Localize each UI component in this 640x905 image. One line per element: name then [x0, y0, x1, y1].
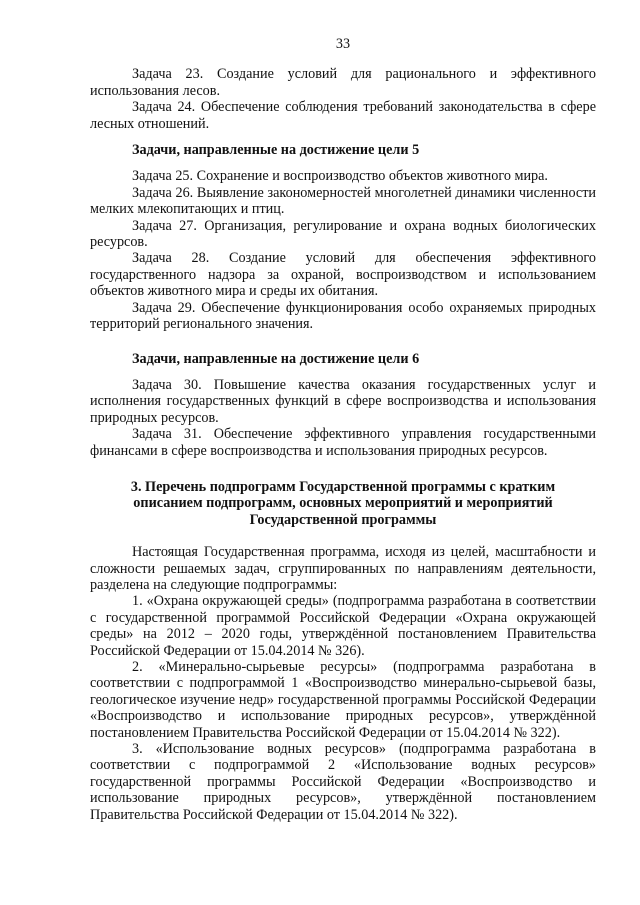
task-31: Задача 31. Обеспечение эффективного управления государственными финансами в сфере воспроизводства и использования природных ресурсов.	[90, 426, 596, 459]
task-27: Задача 27. Организация, регулирование и охрана водных биологических ресурсов.	[90, 217, 596, 251]
subprogram-2: 2. «Минерально-сырьевые ресурсы» (подпрограмма разработана в соответствии с подпрограммой 1 «Воспроизводство минерально-сырьевой базы, геологическое изучение недр» государственной программы Российской Федерации «Воспроизводство и использование природных ресурсов», утверждённой постановлением Правительства Российской Федерации от 15.04.2014 № 322).	[90, 659, 596, 741]
subprogram-3: 3. «Использование водных ресурсов» (подпрограмма разработана в соответствии с подпрограммой 2 «Использование водных ресурсов» государственной программы Российской Федерации «Воспроизводство и использование природных ресурсов», утверждённой постановлением Правительства Российской Федерации от 15.04.2014 № 322).	[90, 741, 596, 823]
task-29: Задача 29. Обеспечение функционирования особо охраняемых природных территорий регионального значения.	[90, 299, 596, 333]
section-3-intro: Настоящая Государственная программа, исходя из целей, масштабности и сложности решаемых задач, сгруппированных по направлениям деятельности, разделена на следующие подпрограммы:	[90, 544, 596, 593]
section-3-heading	[90, 479, 596, 528]
task-28: Задача 28. Создание условий для обеспечения эффективного государственного надзора за охраной, воспроизводством и использованием объектов животного мира и среды их обитания.	[90, 250, 596, 300]
section-3-heading-line-2: описанием подпрограмм, основных мероприятий и мероприятий	[133, 495, 553, 512]
task-23: Задача 23. Создание условий для рационального и эффективного использования лесов.	[90, 66, 596, 99]
task-24: Задача 24. Обеспечение соблюдения требований законодательства в сфере лесных отношений.	[90, 99, 596, 132]
section-3-heading-line-3: Государственной программы	[249, 511, 437, 528]
task-30: Задача 30. Повышение качества оказания государственных услуг и исполнения государственных функций в сфере воспроизводства и использования природных ресурсов.	[90, 376, 596, 426]
page-number: 33	[335, 36, 351, 52]
subprogram-1: 1. «Охрана окружающей среды» (подпрограмма разработана в соответствии с государственной программой Российской Федерации «Охрана окружающей среды» на 2012 – 2020 годы, утверждённой постановлением Правительства Российской Федерации от 15.04.2014 № 326).	[90, 593, 596, 659]
task-25: Задача 25. Сохранение и воспроизводство объектов животного мира.	[132, 168, 548, 185]
task-26: Задача 26. Выявление закономерностей многолетней динамики численности мелких млекопитающих и птиц.	[90, 184, 596, 218]
goal-5-heading: Задачи, направленные на достижение цели 5	[132, 142, 420, 159]
goal-6-heading: Задачи, направленные на достижение цели 6	[132, 350, 420, 367]
section-3-heading-line-1: 3. Перечень подпрограмм Государственной программы с кратким	[130, 478, 556, 495]
